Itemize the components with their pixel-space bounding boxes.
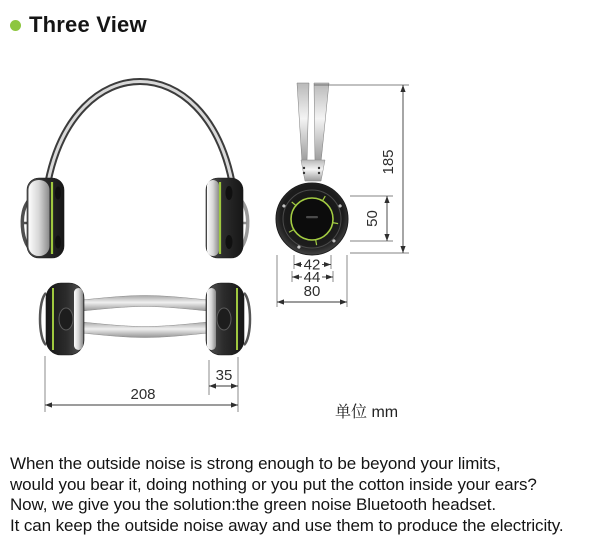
arrowhead xyxy=(400,246,405,253)
dim-label-speaker-diameter: 50 xyxy=(364,210,381,227)
top-left-yoke xyxy=(40,293,46,345)
description-line: would you bear it, doing nothing or you put the cotton inside your ears? xyxy=(10,474,537,494)
front-headband-outer xyxy=(48,82,232,183)
arrowhead xyxy=(340,299,347,304)
screw-dot xyxy=(318,172,320,174)
side-cup-logo-mark xyxy=(306,216,318,218)
front-left-vent-top xyxy=(55,187,61,200)
arrowhead xyxy=(384,196,389,203)
front-right-vent-bottom xyxy=(226,235,233,249)
side-strip-connector xyxy=(301,160,325,181)
side-strip-right xyxy=(314,83,329,162)
front-right-vent-top xyxy=(226,186,233,200)
top-band-lower xyxy=(82,322,208,338)
page-header xyxy=(10,12,147,38)
arrowhead xyxy=(209,383,216,388)
side-view xyxy=(276,83,409,307)
top-left-hinge xyxy=(59,308,73,330)
three-view-drawing xyxy=(0,50,600,450)
dim-label-overall-width: 208 xyxy=(130,386,156,403)
arrowhead xyxy=(277,299,284,304)
description-line: When the outside noise is strong enough to be beyond your limits, xyxy=(10,454,501,473)
description-paragraph xyxy=(10,454,596,536)
top-left-pad-edge xyxy=(74,288,83,350)
arrowhead xyxy=(292,275,299,280)
screw-dot xyxy=(303,172,305,174)
arrowhead xyxy=(294,262,301,267)
side-green-ring xyxy=(291,198,333,240)
arrowhead xyxy=(400,85,405,92)
dim-label-overall-height: 185 xyxy=(380,149,397,175)
bullet-icon xyxy=(10,20,21,31)
front-left-earpad xyxy=(29,180,50,256)
description-line: It can keep the outside noise away and use them to produce the electricity. xyxy=(10,515,564,535)
dim-label-pad-width: 44 xyxy=(303,269,321,286)
arrowhead xyxy=(45,402,52,407)
dim-label-inner-width: 42 xyxy=(303,256,321,274)
arrowhead xyxy=(231,383,238,388)
dim-label-cup-width: 35 xyxy=(215,367,233,384)
dim-label-cup-depth: 80 xyxy=(303,283,321,300)
side-strip-left xyxy=(297,83,309,162)
front-right-earpad xyxy=(207,180,219,256)
arrowhead xyxy=(384,234,389,241)
screw-dot xyxy=(303,167,305,169)
front-left-vent-bottom xyxy=(55,236,61,249)
arrowhead xyxy=(326,275,333,280)
arrowhead xyxy=(324,262,331,267)
top-view xyxy=(40,283,250,412)
top-right-pad-edge xyxy=(207,288,216,350)
arrowhead xyxy=(231,402,238,407)
unit-label: 单位 mm xyxy=(335,404,399,421)
top-right-yoke xyxy=(244,293,250,345)
description-line: Now, we give you the solution:the green noise Bluetooth headset. xyxy=(10,495,496,514)
front-view xyxy=(22,82,247,259)
screw-dot xyxy=(318,167,320,169)
top-band-upper xyxy=(82,296,208,312)
three-view-svg xyxy=(0,50,600,450)
page-title: Three View xyxy=(29,12,147,37)
front-headband-inner xyxy=(48,82,232,183)
top-right-hinge xyxy=(217,308,231,330)
